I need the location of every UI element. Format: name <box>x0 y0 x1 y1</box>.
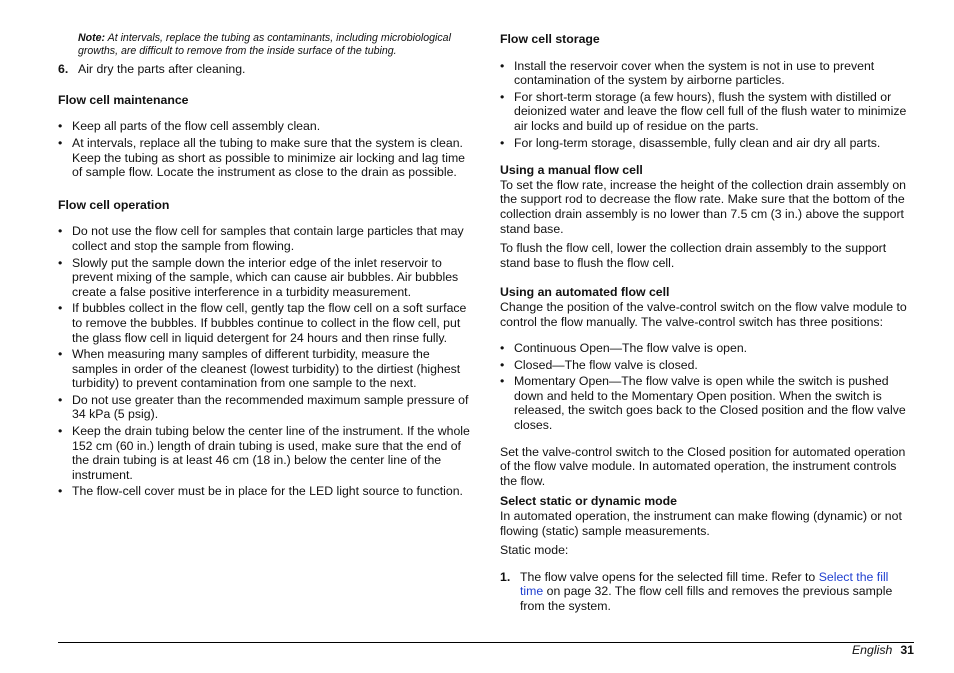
valve-positions-list <box>500 341 912 433</box>
step-1 <box>500 570 912 614</box>
heading-automated-flow-cell: Using an automated flow cell <box>500 285 670 300</box>
note <box>58 32 476 57</box>
note-label: Note: <box>78 32 106 44</box>
automated-paragraph-2: Set the valve-control switch to the Closed position for automated operation of the flow valve module. In automated operation, the instrument controls the flow. <box>500 444 906 488</box>
step-6 <box>58 62 476 77</box>
list-item: • Continuous Open—The flow valve is open. <box>500 341 912 356</box>
heading-flow-cell-operation: Flow cell operation <box>58 197 170 212</box>
page-footer <box>852 643 914 657</box>
heading-static-dynamic-mode: Select static or dynamic mode <box>500 494 678 509</box>
storage-list <box>500 59 912 151</box>
step-text <box>520 570 912 614</box>
maintenance-list <box>58 119 476 179</box>
heading-flow-cell-storage: Flow cell storage <box>500 32 600 46</box>
footer-rule <box>58 642 914 643</box>
operation-list <box>58 224 476 499</box>
note-text: At intervals, replace the tubing as contaminants, including microbiological growths, are difficult to remove from the inside surface of the tubing. <box>78 32 451 57</box>
footer-language: English <box>851 643 893 657</box>
list-item: • The flow-cell cover must be in place for the LED light source to function. <box>58 484 476 499</box>
list-item: • At intervals, replace all the tubing to make sure that the system is clean. Keep the tubing as short as possible to minimize air locking and lag time of sample flow. Locate the instrument as close to the drain as possible. <box>58 136 476 180</box>
step-number: 1. <box>500 569 511 584</box>
list-item: • Do not use the flow cell for samples that contain large particles that may collect and stop the sample from flowing. <box>58 224 476 253</box>
list-item: • Keep all parts of the flow cell assembly clean. <box>58 119 476 134</box>
list-item: • For long-term storage, disassemble, fully clean and air dry all parts. <box>500 136 912 151</box>
heading-flow-cell-maintenance: Flow cell maintenance <box>58 92 189 107</box>
mode-paragraph-1: In automated operation, the instrument can make flowing (dynamic) or not flowing (static) sample measurements. <box>500 509 902 538</box>
manual-paragraph-1: To set the flow rate, increase the height of the collection drain assembly on the support rod to decrease the flow rate. Make sure that the bottom of the collection drain assembly is no lower than 7.5 cm (3 in.) above the support stand base. <box>500 177 907 236</box>
heading-manual-flow-cell: Using a manual flow cell <box>500 163 643 178</box>
list-item: • Install the reservoir cover when the system is not in use to prevent contamination of the system by airborne particles. <box>500 59 912 88</box>
mode-paragraph-2: Static mode: <box>500 543 569 558</box>
automated-paragraph-1: Change the position of the valve-control switch on the flow valve module to control the flow manually. The valve-control switch has three positions: <box>500 299 907 329</box>
list-item: • If bubbles collect in the flow cell, gently tap the flow cell on a soft surface to remove the bubbles. If bubbles continue to collect in the flow cell, put the glass flow cell in liquid detergent for 24 hours and then rinse fully. <box>58 301 476 345</box>
select-fill-time-link[interactable]: Select the fill time <box>520 569 889 599</box>
page-number: 31 <box>900 643 914 657</box>
list-item: • Do not use greater than the recommended maximum sample pressure of 34 kPa (5 psig). <box>58 393 476 422</box>
step-number: 6. <box>58 62 69 77</box>
left-column <box>58 32 476 501</box>
step-text-end: on page 32. The flow cell fills and removes the previous sample from the system. <box>520 584 893 613</box>
list-item: • Slowly put the sample down the interior edge of the inlet reservoir to prevent mixing of the sample, which can cause air bubbles. Air bubbles create a false positive interference in a turbidity measurement. <box>58 256 476 300</box>
list-item: • Closed—The flow valve is closed. <box>500 358 912 373</box>
step-text: Air dry the parts after cleaning. <box>78 62 246 77</box>
list-item: • Momentary Open—The flow valve is open while the switch is pushed down and held to the Momentary Open position. When the switch is released, the switch goes back to the Closed position and the flow valve closes. <box>500 374 912 432</box>
list-item: • Keep the drain tubing below the center line of the instrument. If the whole 152 cm (60 in.) length of drain tubing is used, make sure that the end of the drain tubing is at least 46 cm (18 in.) below the center line of the instrument. <box>58 424 476 482</box>
list-item: • When measuring many samples of different turbidity, measure the samples in order of the cleanest (lowest turbidity) to the dirtiest (highest turbidity) to prevent contamination from one sample to the next. <box>58 347 476 391</box>
manual-paragraph-2: To flush the flow cell, lower the collection drain assembly to the support stand base to flush the flow cell. <box>500 241 887 270</box>
right-column <box>500 32 912 619</box>
step-text-start: The flow valve opens for the selected fill time. Refer to <box>520 569 819 584</box>
list-item: • For short-term storage (a few hours), flush the system with distilled or deionized water and leave the flow cell full of the flush water to minimize air locks and build up of residue on the parts. <box>500 90 912 134</box>
